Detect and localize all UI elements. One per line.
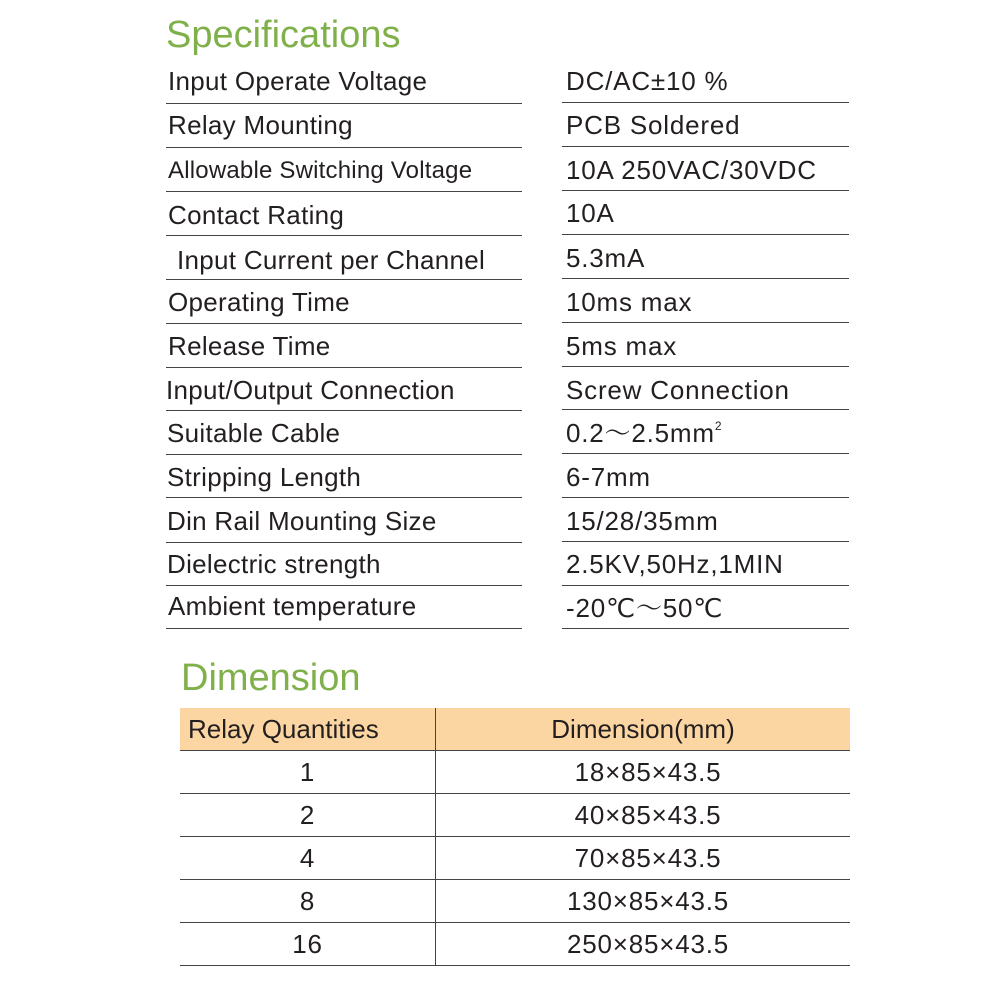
spec-value [566, 418, 722, 448]
spec-label: Suitable Cable [167, 418, 341, 448]
dimension-heading: Dimension [181, 657, 361, 699]
dimension-cell: 250×85×43.5 [436, 923, 851, 966]
spec-value: 5ms max [566, 331, 678, 361]
spec-value: -20℃～50℃ [566, 593, 724, 623]
spec-label: Allowable Switching Voltage [168, 157, 473, 184]
dimension-cell: 70×85×43.5 [436, 837, 851, 880]
spec-value: 10A [566, 198, 615, 228]
specifications-heading: Specifications [166, 14, 401, 56]
spec-value: Screw Connection [566, 375, 790, 405]
relay-quantity-cell: 16 [180, 923, 436, 966]
row-divider [562, 322, 849, 323]
row-divider [166, 410, 522, 411]
row-divider [562, 146, 849, 147]
dimension-cell: 18×85×43.5 [436, 751, 851, 794]
row-divider [166, 147, 522, 148]
row-divider [562, 234, 849, 235]
table-row [180, 751, 850, 794]
row-divider [166, 323, 522, 324]
column-header-relay-quantities: Relay Quantities [180, 708, 436, 751]
spec-label: Stripping Length [167, 462, 362, 492]
dimension-header-row [180, 708, 850, 751]
spec-label: Input/Output Connection [166, 375, 455, 405]
row-divider [562, 628, 849, 629]
dimension-table [180, 708, 850, 966]
spec-value: 5.3mA [566, 243, 646, 273]
row-divider [562, 102, 849, 103]
row-divider [562, 278, 849, 279]
spec-label: Contact Rating [168, 200, 345, 230]
spec-label: Ambient temperature [168, 591, 417, 621]
spec-label: Dielectric strength [167, 549, 381, 579]
row-divider [562, 366, 849, 367]
row-divider [562, 541, 849, 542]
row-divider [166, 542, 522, 543]
spec-label: Input Current per Channel [177, 245, 486, 275]
spec-value: DC/AC±10 % [566, 66, 729, 96]
row-divider [166, 585, 522, 586]
spec-label: Din Rail Mounting Size [167, 506, 437, 536]
dimension-cell: 40×85×43.5 [436, 794, 851, 837]
row-divider [166, 367, 522, 368]
relay-quantity-cell: 4 [180, 837, 436, 880]
row-divider [562, 497, 849, 498]
row-divider [562, 409, 849, 410]
table-row [180, 923, 850, 966]
spec-value: 6-7mm [566, 462, 651, 492]
spec-value: 15/28/35mm [566, 506, 719, 536]
spec-value: 10A 250VAC/30VDC [566, 155, 817, 185]
table-row [180, 837, 850, 880]
relay-quantity-cell: 1 [180, 751, 436, 794]
row-divider [166, 103, 522, 104]
row-divider [166, 279, 522, 280]
unit-superscript: 2 [714, 419, 723, 433]
spec-value: PCB Soldered [566, 110, 741, 140]
spec-value: 2.5KV,50Hz,1MIN [566, 549, 784, 579]
row-divider [166, 191, 522, 192]
spec-label: Relay Mounting [168, 110, 353, 140]
column-header-dimension: Dimension(mm) [436, 708, 851, 751]
row-divider [166, 628, 522, 629]
dimension-cell: 130×85×43.5 [436, 880, 851, 923]
relay-quantity-cell: 8 [180, 880, 436, 923]
spec-label: Input Operate Voltage [168, 66, 428, 96]
table-row [180, 794, 850, 837]
spec-label: Operating Time [168, 287, 350, 317]
row-divider [166, 235, 522, 236]
row-divider [562, 190, 849, 191]
spec-label: Release Time [168, 331, 331, 361]
spec-value: 10ms max [566, 287, 693, 317]
table-row [180, 880, 850, 923]
relay-quantity-cell: 2 [180, 794, 436, 837]
suitable-cable-value: 0.2～2.5mm [566, 418, 715, 448]
row-divider [562, 453, 849, 454]
row-divider [562, 585, 849, 586]
row-divider [166, 497, 522, 498]
row-divider [166, 454, 522, 455]
